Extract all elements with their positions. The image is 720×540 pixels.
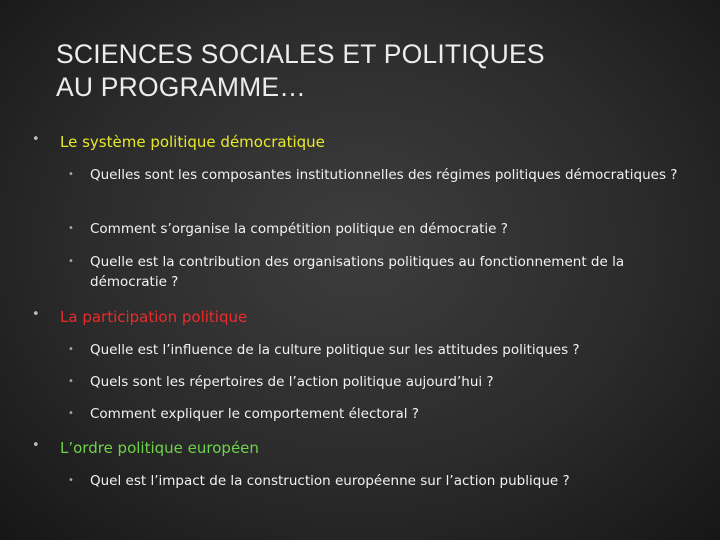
list-item-text: Quelle est l’influence de la culture politique sur les attitudes politiques ?	[90, 342, 580, 358]
bullet-icon: •	[32, 438, 40, 453]
bullet-icon: •	[32, 307, 40, 322]
slide-title-line-2: AU PROGRAMME…	[56, 72, 306, 102]
list-item-text: Quelles sont les composantes institutionnelles des régimes politiques démocratiques ?	[90, 167, 678, 183]
list-item-text: Comment s’organise la compétition politique en démocratie ?	[90, 221, 508, 237]
bullet-icon: •	[68, 169, 74, 180]
bullet-icon: •	[68, 475, 74, 486]
bullet-icon: •	[32, 132, 40, 147]
list-item-text: Comment expliquer le comportement électoral ?	[90, 406, 419, 422]
bullet-icon: •	[68, 256, 74, 267]
bullet-icon: •	[68, 376, 74, 387]
list-item-text: Quel est l’impact de la construction européenne sur l’action publique ?	[90, 473, 570, 489]
bullet-icon: •	[68, 223, 74, 234]
section-heading: La participation politique	[60, 308, 248, 326]
slide-title-line-1: SCIENCES SOCIALES ET POLITIQUES	[56, 39, 545, 69]
section-heading: L’ordre politique européen	[60, 439, 259, 457]
bullet-icon: •	[68, 344, 74, 355]
bullet-icon: •	[68, 408, 74, 419]
section-heading: Le système politique démocratique	[60, 133, 325, 151]
list-item-text: Quels sont les répertoires de l’action politique aujourd’hui ?	[90, 374, 494, 390]
list-item-text: Quelle est la contribution des organisations politiques au fonctionnement de la démocratie ?	[90, 254, 625, 290]
